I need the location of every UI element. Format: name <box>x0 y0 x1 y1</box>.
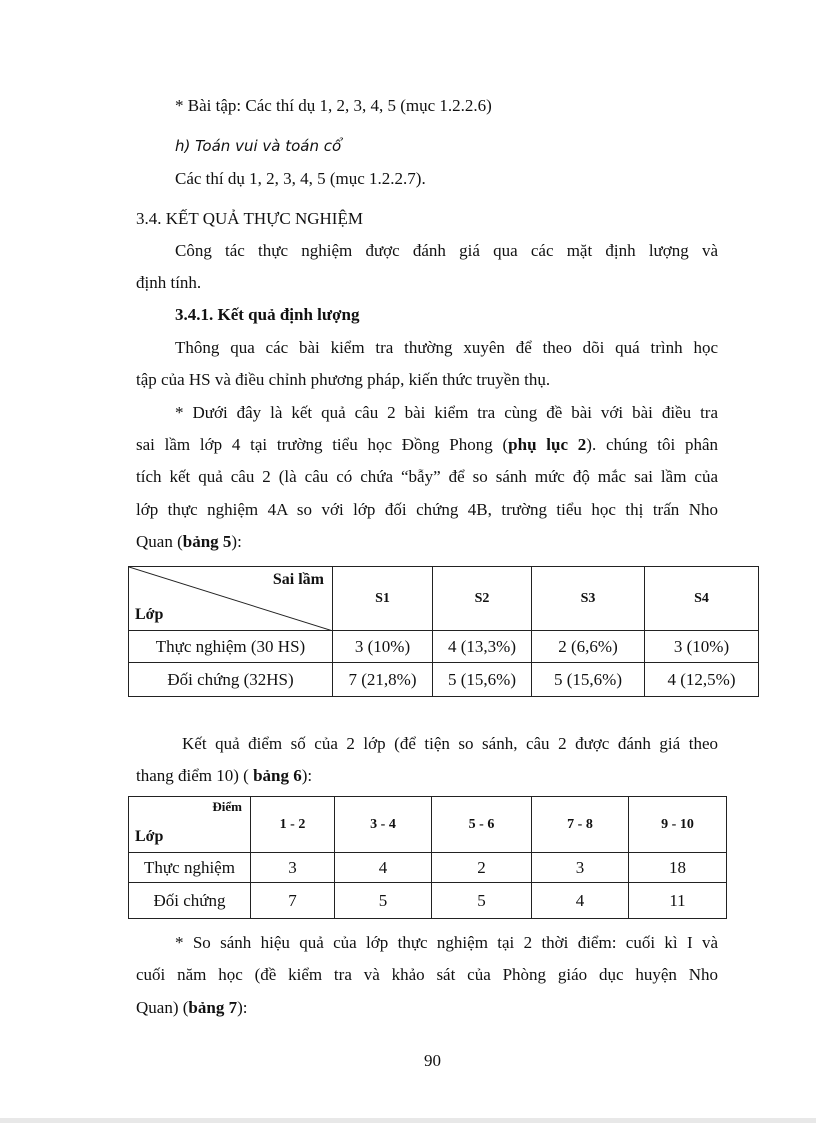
paragraph2-line-4: lớp thực nghiệm 4A so với lớp đối chứng 4B, trường tiểu học thị trấn Nho <box>136 500 718 519</box>
paragraph2-line-2-c: ). chúng tôi phân <box>586 435 718 454</box>
paragraph2-line-5-a: Quan ( <box>136 532 183 551</box>
table-cell: 7 <box>251 883 335 919</box>
intro-line-2: định tính. <box>136 273 202 292</box>
table-cell: 4 (12,5%) <box>645 663 759 697</box>
table5-corner-top: Sai lầm <box>272 571 324 588</box>
appendix-ref: phụ lục 2 <box>508 435 587 454</box>
table6-row-label: Thực nghiệm <box>129 853 251 883</box>
table-cell: 3 (10%) <box>645 631 759 663</box>
paragraph1-line-2: tập của HS và điều chỉnh phương pháp, kiến thức truyền thụ. <box>136 370 551 389</box>
exercise-line: * Bài tập: Các thí dụ 1, 2, 3, 4, 5 (mục 1.2.2.6) <box>175 96 492 115</box>
table6-col-header: 5 - 6 <box>432 797 532 853</box>
paragraph2-line-2 <box>136 435 718 455</box>
page-number: 90 <box>424 1051 441 1070</box>
table-5 <box>128 566 759 697</box>
paragraph3-line-2 <box>136 766 312 786</box>
table-cell: 18 <box>629 853 727 883</box>
table5-col-header: S3 <box>532 567 645 631</box>
paragraph2-line-5-c: ): <box>231 532 242 551</box>
section-heading-3-4: 3.4. KẾT QUẢ THỰC NGHIỆM <box>136 209 363 228</box>
table5-row-label: Thực nghiệm (30 HS) <box>129 631 333 663</box>
paragraph2-line-1: * Dưới đây là kết quả câu 2 bài kiểm tra cùng đề bài với bài điều tra <box>175 403 718 422</box>
table-cell: 3 (10%) <box>333 631 433 663</box>
paragraph4-line-3 <box>136 998 247 1018</box>
table-cell: 7 (21,8%) <box>333 663 433 697</box>
table6-corner-bottom: Lớp <box>135 828 164 845</box>
table5-header-row <box>129 567 759 631</box>
table-cell: 5 (15,6%) <box>433 663 532 697</box>
table6-corner-cell <box>129 797 251 853</box>
table5-row-label: Đối chứng (32HS) <box>129 663 333 697</box>
paragraph3-line-2-a: thang điểm 10) ( <box>136 766 254 785</box>
table-cell: 4 <box>335 853 432 883</box>
table6-row-label: Đối chứng <box>129 883 251 919</box>
paragraph4-line-3-c: ): <box>237 998 248 1017</box>
table-cell: 4 <box>532 883 629 919</box>
paragraph2-line-3: tích kết quả câu 2 (là câu có chứa “bẫy” để so sánh mức độ mắc sai lầm của <box>136 467 718 486</box>
table5-ref: bảng 5 <box>182 532 232 551</box>
table-6 <box>128 796 727 919</box>
examples-line: Các thí dụ 1, 2, 3, 4, 5 (mục 1.2.2.7). <box>175 169 426 188</box>
paragraph3-line-1: Kết quả điểm số của 2 lớp (để tiện so sánh, câu 2 được đánh giá theo <box>182 734 718 753</box>
table-cell: 5 <box>335 883 432 919</box>
table-row <box>129 853 727 883</box>
table-cell: 5 (15,6%) <box>532 663 645 697</box>
page-bottom-border <box>0 1118 816 1123</box>
table-cell: 4 (13,3%) <box>433 631 532 663</box>
section-heading-3-4-1: 3.4.1. Kết quả định lượng <box>175 305 360 324</box>
table-cell: 3 <box>532 853 629 883</box>
paragraph4-line-1: * So sánh hiệu quả của lớp thực nghiệm tại 2 thời điểm: cuối kì I và <box>175 933 718 952</box>
table-row <box>129 883 727 919</box>
table5-corner-cell <box>129 567 333 631</box>
table5-col-header: S4 <box>645 567 759 631</box>
table5-corner-bottom: Lớp <box>135 606 164 623</box>
table-cell: 2 <box>432 853 532 883</box>
table-row <box>129 631 759 663</box>
table6-col-header: 3 - 4 <box>335 797 432 853</box>
table5-col-header: S1 <box>333 567 433 631</box>
paragraph2-line-5 <box>136 532 242 552</box>
paragraph2-line-2-a: sai lầm lớp 4 tại trường tiểu học Đồng Phong ( <box>136 435 509 454</box>
table6-col-header: 7 - 8 <box>532 797 629 853</box>
intro-line-1: Công tác thực nghiệm được đánh giá qua các mặt định lượng và <box>175 241 718 260</box>
paragraph3-line-2-c: ): <box>301 766 313 785</box>
table-row <box>129 663 759 697</box>
table5-col-header: S2 <box>433 567 532 631</box>
table-cell: 2 (6,6%) <box>532 631 645 663</box>
paragraph4-line-2: cuối năm học (đề kiểm tra và khảo sát của Phòng giáo dục huyện Nho <box>136 965 718 984</box>
table6-col-header: 9 - 10 <box>629 797 727 853</box>
paragraph4-line-3-a: Quan) ( <box>136 998 189 1017</box>
table7-ref: bảng 7 <box>188 998 238 1017</box>
table6-col-header: 1 - 2 <box>251 797 335 853</box>
subheading-h: h) Toán vui và toán cổ <box>175 137 342 155</box>
table6-ref: bảng 6 <box>253 766 302 785</box>
paragraph1-line-1: Thông qua các bài kiểm tra thường xuyên để theo dõi quá trình học <box>175 338 718 357</box>
table-cell: 5 <box>432 883 532 919</box>
table-cell: 11 <box>629 883 727 919</box>
table6-header-row <box>129 797 727 853</box>
table-cell: 3 <box>251 853 335 883</box>
table6-corner-top: Điểm <box>212 799 242 814</box>
